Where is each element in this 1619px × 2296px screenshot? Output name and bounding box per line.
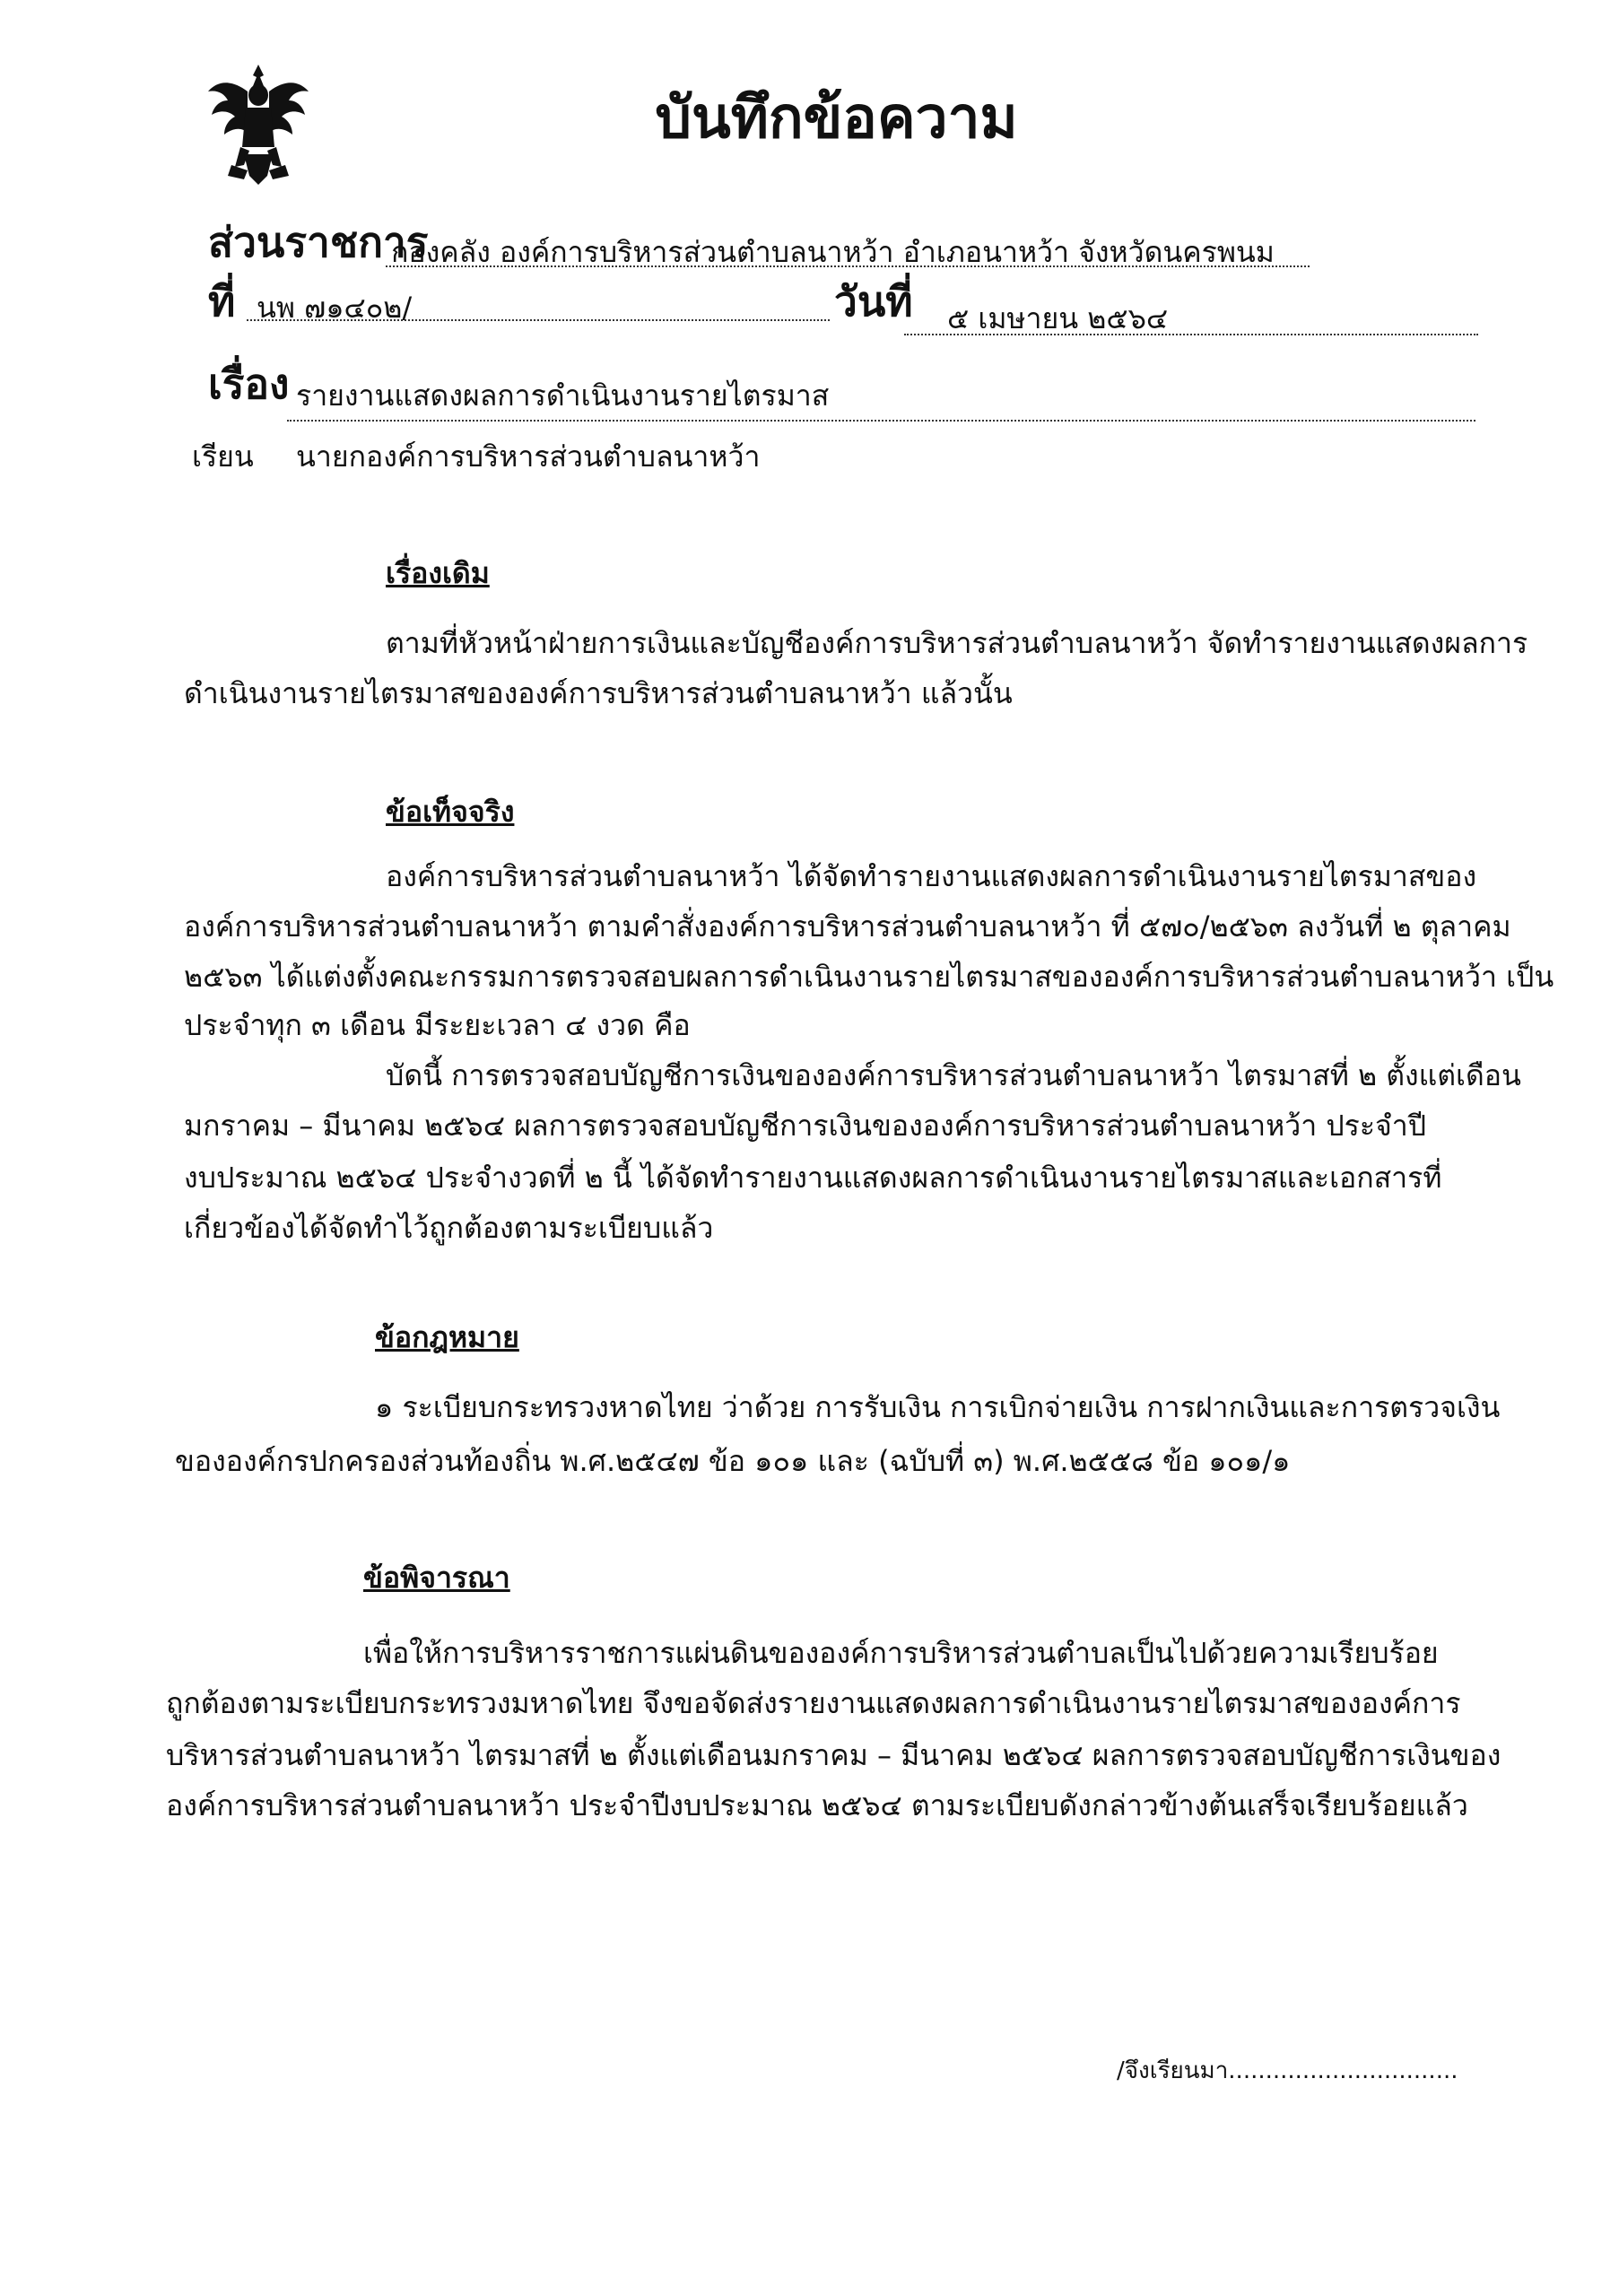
facts-heading: ข้อเท็จจริง	[386, 795, 515, 829]
subject-dotline	[287, 420, 1475, 422]
facts-line: มกราคม – มีนาคม ๒๕๖๔ ผลการตรวจสอบบัญชีการเงินขององค์การบริหารส่วนตำบลนาหว้า ประจำปี	[184, 1109, 1427, 1143]
law-line: ขององค์กรปกครองส่วนท้องถิ่น พ.ศ.๒๕๔๗ ข้อ ๑๐๑ และ (ฉบับที่ ๓) พ.ศ.๒๕๕๘ ข้อ ๑๐๑/๑	[175, 1444, 1291, 1478]
doc-number-label: ที่	[208, 277, 236, 326]
continued-note: /จึงเรียนมา...............................	[1117, 2057, 1458, 2084]
consideration-line: องค์การบริหารส่วนตำบลนาหว้า ประจำปีงบประมาณ ๒๕๖๔ ตามระเบียบดังกล่าวข้างต้นเสร็จเรียบร้อยแล้ว	[166, 1788, 1468, 1822]
date-value: ๕ เมษายน ๒๕๖๔	[947, 301, 1169, 335]
doc-number-value: นพ ๗๑๔๐๒/	[257, 291, 413, 325]
facts-line: ๒๕๖๓ ได้แต่งตั้งคณะกรรมการตรวจสอบผลการดำเนินงานรายไตรมาสขององค์การบริหารส่วนตำบลนาหว้า เป็น	[184, 960, 1554, 994]
facts-line: องค์การบริหารส่วนตำบลนาหว้า ได้จัดทำรายงานแสดงผลการดำเนินงานรายไตรมาสของ	[386, 859, 1477, 893]
law-line: ๑ ระเบียบกระทรวงหาดไทย ว่าด้วย การรับเงิน การเบิกจ่ายเงิน การฝากเงินและการตรวจเงิน	[375, 1390, 1501, 1424]
department-value: กองคลัง องค์การบริหารส่วนตำบลนาหว้า อำเภอนาหว้า จังหวัดนครพนม	[391, 235, 1275, 269]
salutation-value: นายกองค์การบริหารส่วนตำบลนาหว้า	[296, 439, 761, 474]
subject-value: รายงานแสดงผลการดำเนินงานรายไตรมาส	[296, 378, 830, 413]
date-label: วันที่	[834, 277, 913, 326]
consideration-heading: ข้อพิจารณา	[363, 1561, 510, 1595]
department-label: ส่วนราชการ	[208, 218, 429, 266]
background-heading: เรื่องเดิม	[386, 556, 490, 590]
law-heading: ข้อกฎหมาย	[375, 1320, 519, 1354]
memo-title: บันทึกข้อความ	[655, 85, 1018, 152]
facts-line: ประจำทุก ๓ เดือน มีระยะเวลา ๔ งวด คือ	[184, 1008, 691, 1042]
consideration-line: บริหารส่วนตำบลนาหว้า ไตรมาสที่ ๒ ตั้งแต่เดือนมกราคม – มีนาคม ๒๕๖๔ ผลการตรวจสอบบัญชีการเงินของ	[166, 1738, 1501, 1772]
background-line: ตามที่หัวหน้าฝ่ายการเงินและบัญชีองค์การบริหารส่วนตำบลนาหว้า จัดทำรายงานแสดงผลการ	[386, 626, 1528, 660]
facts-line: เกี่ยวข้องได้จัดทำไว้ถูกต้องตามระเบียบแล้ว	[184, 1211, 714, 1245]
salutation-label: เรียน	[192, 439, 254, 474]
consideration-line: ถูกต้องตามระเบียบกระทรวงมหาดไทย จึงขอจัดส่งรายงานแสดงผลการดำเนินงานรายไตรมาสขององค์การ	[166, 1686, 1461, 1720]
subject-label: เรื่อง	[208, 360, 290, 408]
background-line: ดำเนินงานรายไตรมาสขององค์การบริหารส่วนตำบลนาหว้า แล้วนั้น	[184, 676, 1013, 710]
facts-line: องค์การบริหารส่วนตำบลนาหว้า ตามคำสั่งองค์การบริหารส่วนตำบลนาหว้า ที่ ๕๗๐/๒๕๖๓ ลงวันที่ ๒ ตุลาคม	[184, 909, 1511, 944]
facts-line: งบประมาณ ๒๕๖๔ ประจำงวดที่ ๒ นี้ ได้จัดทำรายงานแสดงผลการดำเนินงานรายไตรมาสและเอกสารที่	[184, 1161, 1442, 1195]
facts-line: บัดนี้ การตรวจสอบบัญชีการเงินขององค์การบริหารส่วนตำบลนาหว้า ไตรมาสที่ ๒ ตั้งแต่เดือน	[386, 1058, 1521, 1092]
consideration-line: เพื่อให้การบริหารราชการแผ่นดินขององค์การบริหารส่วนตำบลเป็นไปด้วยความเรียบร้อย	[363, 1636, 1439, 1670]
